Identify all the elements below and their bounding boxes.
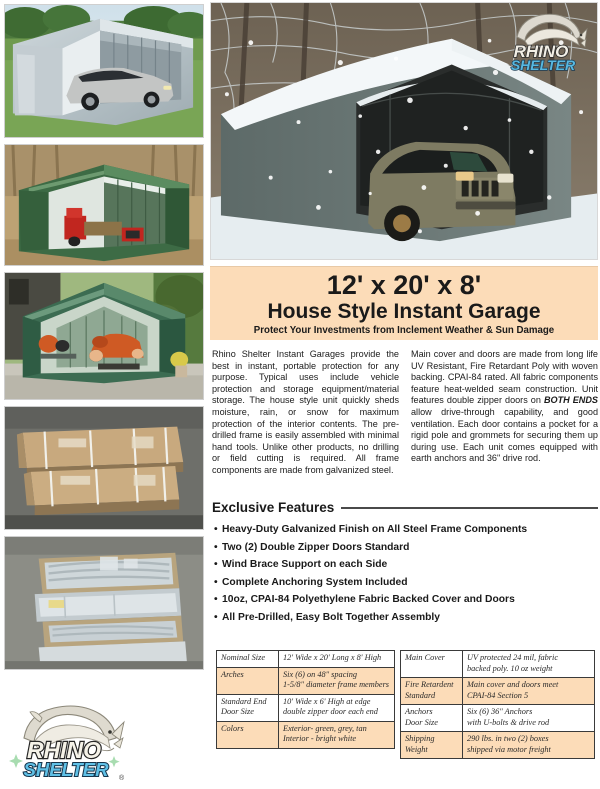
feature-item [214,609,600,627]
feature-label: Complete Anchoring System Included [222,576,408,588]
spec-key-line1: Colors [221,723,244,733]
spec-key-line1: Main Cover [405,653,445,662]
spec-key [401,732,463,759]
features-list [214,521,600,627]
spec-value [463,678,595,705]
spec-value-line2: 1-5/8" diameter frame members [283,680,390,689]
table-row [401,705,595,732]
spec-value-line2: Interior - bright white [283,734,357,743]
description-left: Rhino Shelter Instant Garages provide the best in instant, portable protection for any purpose. Typical uses include vehicle protection and storage equipment/material storage. The house style unit quickly sheds moisture, rain, or snow for maximum protection of the interior contents. The pre-drilled frame is easily assembled with minimal hand tools. Unlike other products, no drilling or field cutting is required. All frame components are made from galvanized steel. [212,349,399,475]
spec-value [279,694,395,721]
spec-value-line1: UV protected 24 mil, fabric [467,653,559,662]
description-right [411,349,598,497]
spec-value-line1: 10' Wide x 6' High at edge [283,696,371,706]
spec-value-line1: Main cover and doors meet [467,680,559,689]
rhino-shelter-logo [495,7,591,73]
feature-item [214,591,600,609]
features-heading-rule [341,507,598,509]
feature-label: All Pre-Drilled, Easy Bolt Together Assembly [222,611,441,623]
feature-label: Wind Brace Support on each Side [222,559,388,571]
bullet-icon: • [214,524,218,535]
product-size: 12' x 20' x 8' [326,270,482,300]
table-row [401,651,595,678]
photo-shipping-boxes [4,406,204,530]
spec-key [217,721,279,748]
tagline: Protect Your Investments from Inclement Weather & Sun Damage [253,325,555,336]
spec-key-line1: Shipping [405,734,435,743]
spec-value [463,651,595,678]
spec-value-line1: Six (6) on 48" spacing [283,669,357,679]
spec-table-left [216,650,395,749]
spec-value [279,667,395,694]
feature-item [214,539,600,557]
hero-photo-snow-garage [210,2,598,260]
spec-key-line1: Nominal Size [221,653,266,662]
features-heading [212,500,598,515]
feature-item [214,574,600,592]
table-row [401,678,595,705]
spec-table-right [400,650,595,759]
feature-item [214,521,600,539]
photo-green-garage-with-classic-car [4,272,204,400]
spec-value [463,705,595,732]
photo-open-box-frame-parts [4,536,204,670]
table-row [401,732,595,759]
spec-key-line2: Standard [405,690,436,700]
page-title: House Style Instant Garage [267,300,541,323]
spec-value-line1: Six (6) 36" Anchors [467,707,533,716]
table-row [217,721,395,748]
spec-key [217,694,279,721]
spec-value [463,732,595,759]
spec-key [401,651,463,678]
spec-value-line2: with U-bolts & drive rod [467,717,550,727]
spec-key-line2: Weight [405,744,428,754]
registered-mark: ® [119,775,125,782]
description-right-pre: Main cover and doors are made from long life UV Resistant, Fire Retardant Poly with woven backing. CPAI-84 rated. All fabric components feature heat-welded seam construction. Unit features double zipper doors on [411,349,598,406]
photo-grey-garage-with-sports-car [4,4,204,138]
photo-green-garage-with-equipment [4,144,204,266]
spec-key-line1: Anchors [405,707,433,716]
spec-key-line2: Door Size [405,717,438,727]
table-row [217,651,395,668]
bullet-icon: • [214,594,218,606]
spec-value-line2: CPAI-84 Section 5 [467,690,529,700]
table-row [217,694,395,721]
svg-text:RHINO: RHINO [26,737,102,763]
bullet-icon: • [214,541,218,553]
feature-label: Heavy-Duty Galvanized Finish on All Steel Frame Components [222,524,528,535]
photo-column [0,0,206,680]
rhino-shelter-logo-footer [6,694,128,786]
spec-key [401,705,463,732]
spec-key-line1: Standard End [221,696,267,706]
spec-value-line2: double zipper door each end [283,707,378,716]
spec-key-line1: Arches [221,669,244,679]
spec-key [217,651,279,668]
feature-item [214,556,600,574]
spec-key [217,667,279,694]
spec-value-line1: 290 lbs. in two (2) boxes [467,734,549,743]
title-banner [210,266,598,340]
spec-value-line2: backed poly. 10 oz weight [467,663,553,673]
bullet-icon: • [214,559,218,571]
svg-text:SHELTER: SHELTER [23,759,109,780]
description-right-post: allow drive-through capability, and good ventilation. Each door contains a pocket for a rigid pole and grommets for securing them up during use. Each unit comes equipped with earth anchors and 36" drive rod. [411,406,598,464]
spec-key-line1: Fire Retardent [405,680,454,689]
bullet-icon: • [214,576,218,588]
table-row [217,667,395,694]
spec-value [279,721,395,748]
feature-label: Two (2) Double Zipper Doors Standard [222,541,410,553]
features-heading-label: Exclusive Features [212,500,335,515]
description-right-emphasis: BOTH ENDS [543,395,598,406]
bullet-icon: • [214,611,218,623]
feature-label: 10oz, CPAI-84 Polyethylene Fabric Backed Cover and Doors [222,594,515,606]
spec-value [279,651,395,668]
svg-text:RHINO: RHINO [513,42,569,61]
spec-key [401,678,463,705]
spec-value-line2: shipped via motor freight [467,744,551,754]
spec-value-line1: 12' Wide x 20' Long x 8' High [283,653,382,662]
spec-key-line2: Door Size [221,707,254,716]
description-columns [212,349,598,497]
svg-text:SHELTER: SHELTER [510,57,576,73]
spec-value-line1: Exterior- green, grey, tan [283,723,367,733]
